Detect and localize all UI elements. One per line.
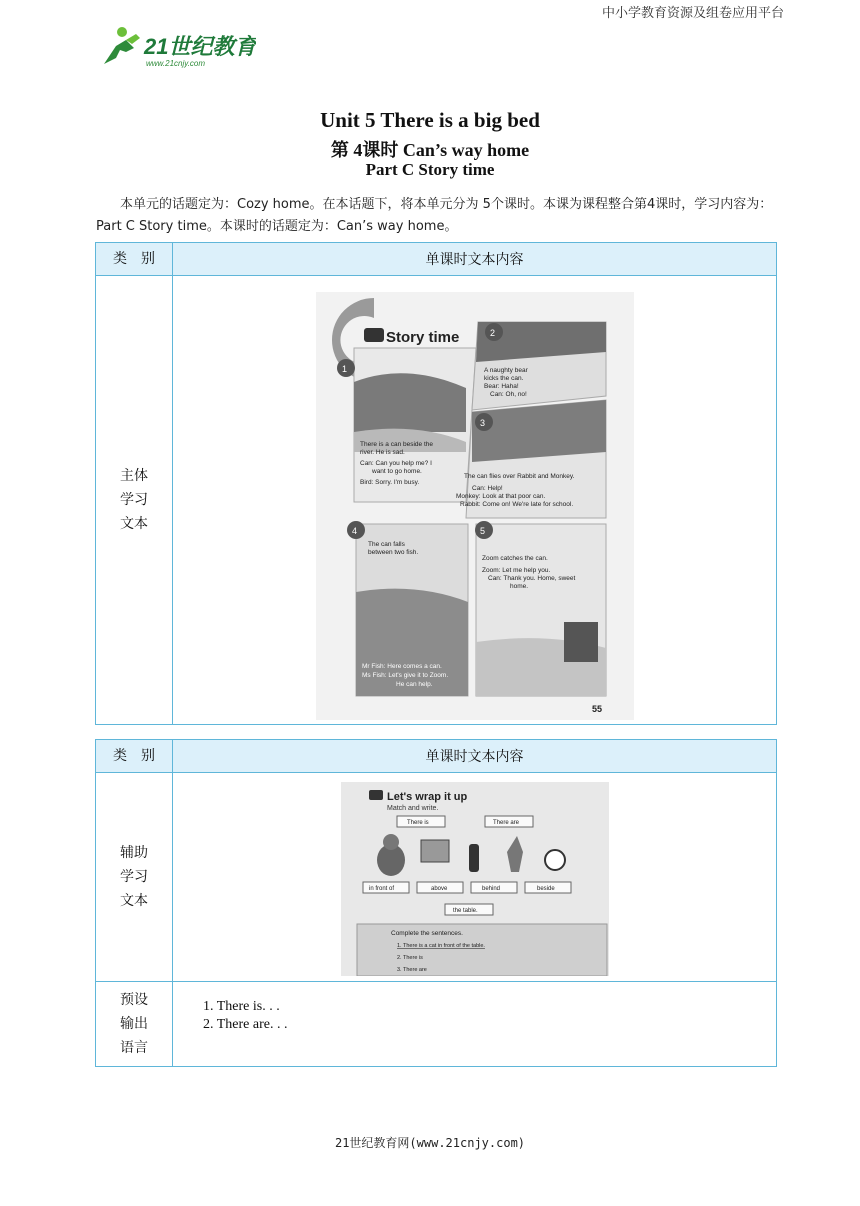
output-line: 2. There are. . .	[203, 1017, 288, 1032]
story-panel-1	[337, 348, 476, 502]
logo-text: 21世纪教育	[144, 34, 256, 59]
svg-text:Zoom catches the can.: Zoom catches the can.	[481, 555, 548, 562]
category-header: 类 别	[96, 740, 173, 773]
svg-text:above: above	[430, 886, 447, 892]
wrap-instruction: Match and write.	[386, 805, 438, 812]
svg-text:behind: behind	[481, 886, 500, 892]
category-line: 预设	[120, 992, 148, 1008]
svg-text:Can: Oh, no!: Can: Oh, no!	[489, 391, 527, 398]
footer-text: 21世纪教育网(www.21cnjy.com)	[334, 1136, 526, 1150]
svg-text:Ms Fish: Let's give it to Zoom: Ms Fish: Let's give it to Zoom.	[361, 672, 448, 679]
category-line: 文本	[120, 893, 148, 909]
svg-text:in front of: in front of	[368, 886, 394, 892]
svg-text:Complete the sentences.: Complete the sentences.	[390, 930, 463, 937]
bottle-picture	[469, 844, 479, 872]
svg-text:want to go home.: want to go home.	[371, 468, 422, 475]
svg-text:The can flies over Rabbit and: The can flies over Rabbit and Monkey.	[463, 473, 574, 480]
svg-text:between two fish.: between two fish.	[367, 549, 418, 556]
svg-text:Can: Thank you. Home, sweet: Can: Thank you. Home, sweet	[487, 575, 575, 582]
story-panel-3	[456, 400, 606, 518]
story-panel-2	[472, 322, 606, 410]
svg-text:2. There is: 2. There is	[396, 955, 423, 961]
svg-text:There is: There is	[406, 820, 429, 826]
svg-text:Can: Help!: Can: Help!	[471, 485, 503, 492]
story-heading-text: Story time	[385, 329, 459, 346]
logo-url: www.21cnjy.com	[146, 59, 205, 68]
category-line: 辅助	[120, 845, 148, 861]
wrap-it-up-image	[341, 782, 609, 976]
lesson-title: 第 4课时 Can’s way home	[330, 140, 530, 160]
wrap-heading: Let's wrap it up	[386, 791, 467, 803]
svg-text:Bird: Sorry. I'm busy.: Bird: Sorry. I'm busy.	[359, 479, 419, 486]
main-text-table	[95, 242, 777, 725]
category-line: 学习	[120, 869, 148, 885]
svg-text:Rabbit: Come on! We're late fo: Rabbit: Come on! We're late for school.	[459, 501, 573, 508]
page-title: Unit 5 There is a big bed	[320, 108, 540, 132]
platform-text: 中小学教育资源及组卷应用平台	[601, 6, 784, 21]
svg-text:5: 5	[479, 526, 485, 536]
svg-text:There is a can beside the: There is a can beside the	[359, 441, 433, 448]
svg-text:home.: home.	[509, 583, 528, 590]
category-cell-output	[96, 982, 173, 1067]
story-panel-4	[347, 521, 468, 696]
svg-text:1. There is a cat in front of: 1. There is a cat in front of the table.	[396, 943, 485, 949]
story-cell	[173, 276, 777, 725]
svg-text:2: 2	[489, 328, 495, 338]
content-header: 单课时文本内容	[173, 243, 777, 276]
story-time-image	[316, 292, 634, 720]
category-line: 语言	[120, 1040, 148, 1056]
output-line: 1. There is. . .	[203, 999, 280, 1014]
painting-picture	[421, 840, 449, 862]
svg-text:Bear: Haha!: Bear: Haha!	[483, 383, 519, 390]
svg-text:4: 4	[351, 526, 357, 536]
clock-picture	[545, 850, 565, 870]
category-line: 文本	[120, 516, 148, 532]
runner-icon	[104, 27, 140, 64]
svg-text:3. There are: 3. There are	[396, 967, 427, 973]
support-text-table	[95, 739, 777, 1067]
svg-text:Mr Fish: Here comes a can.: Mr Fish: Here comes a can.	[361, 663, 442, 670]
content-header: 单课时文本内容	[173, 740, 777, 773]
page-number: 55	[591, 704, 602, 714]
output-cell	[173, 982, 777, 1067]
svg-text:Can: Can you help me? I: Can: Can you help me? I	[359, 460, 432, 467]
category-cell-support	[96, 773, 173, 982]
svg-text:beside: beside	[536, 886, 555, 892]
category-line: 输出	[120, 1016, 148, 1032]
category-header: 类 别	[96, 243, 173, 276]
part-title: Part C Story time	[365, 160, 495, 179]
category-line: 主体	[120, 468, 148, 484]
category-cell-main	[96, 276, 173, 725]
svg-text:river. He is sad.: river. He is sad.	[359, 449, 405, 456]
svg-text:He can help.: He can help.	[395, 681, 432, 688]
svg-text:Zoom: Let me help you.: Zoom: Let me help you.	[481, 567, 550, 574]
svg-text:kicks the can.: kicks the can.	[483, 375, 523, 382]
story-panel-5	[475, 521, 606, 696]
svg-text:A naughty bear: A naughty bear	[483, 367, 528, 374]
svg-text:Monkey: Look at that poor can.: Monkey: Look at that poor can.	[455, 493, 545, 500]
intro-paragraph: 本单元的话题定为：Cozy home。在本话题下，将本单元分为 5个课时。本课为课程整合第4课时，学习内容为：Part C Story time。本课时的话题定为：Can’s way home。	[96, 197, 773, 234]
svg-text:The can falls: The can falls	[367, 541, 405, 548]
svg-text:3: 3	[479, 418, 485, 428]
svg-text:1: 1	[341, 364, 347, 374]
svg-text:the table.: the table.	[452, 908, 478, 914]
site-logo[interactable]	[96, 24, 256, 70]
wrap-cell	[173, 773, 777, 982]
svg-text:There are: There are	[492, 820, 519, 826]
category-line: 学习	[120, 492, 148, 508]
